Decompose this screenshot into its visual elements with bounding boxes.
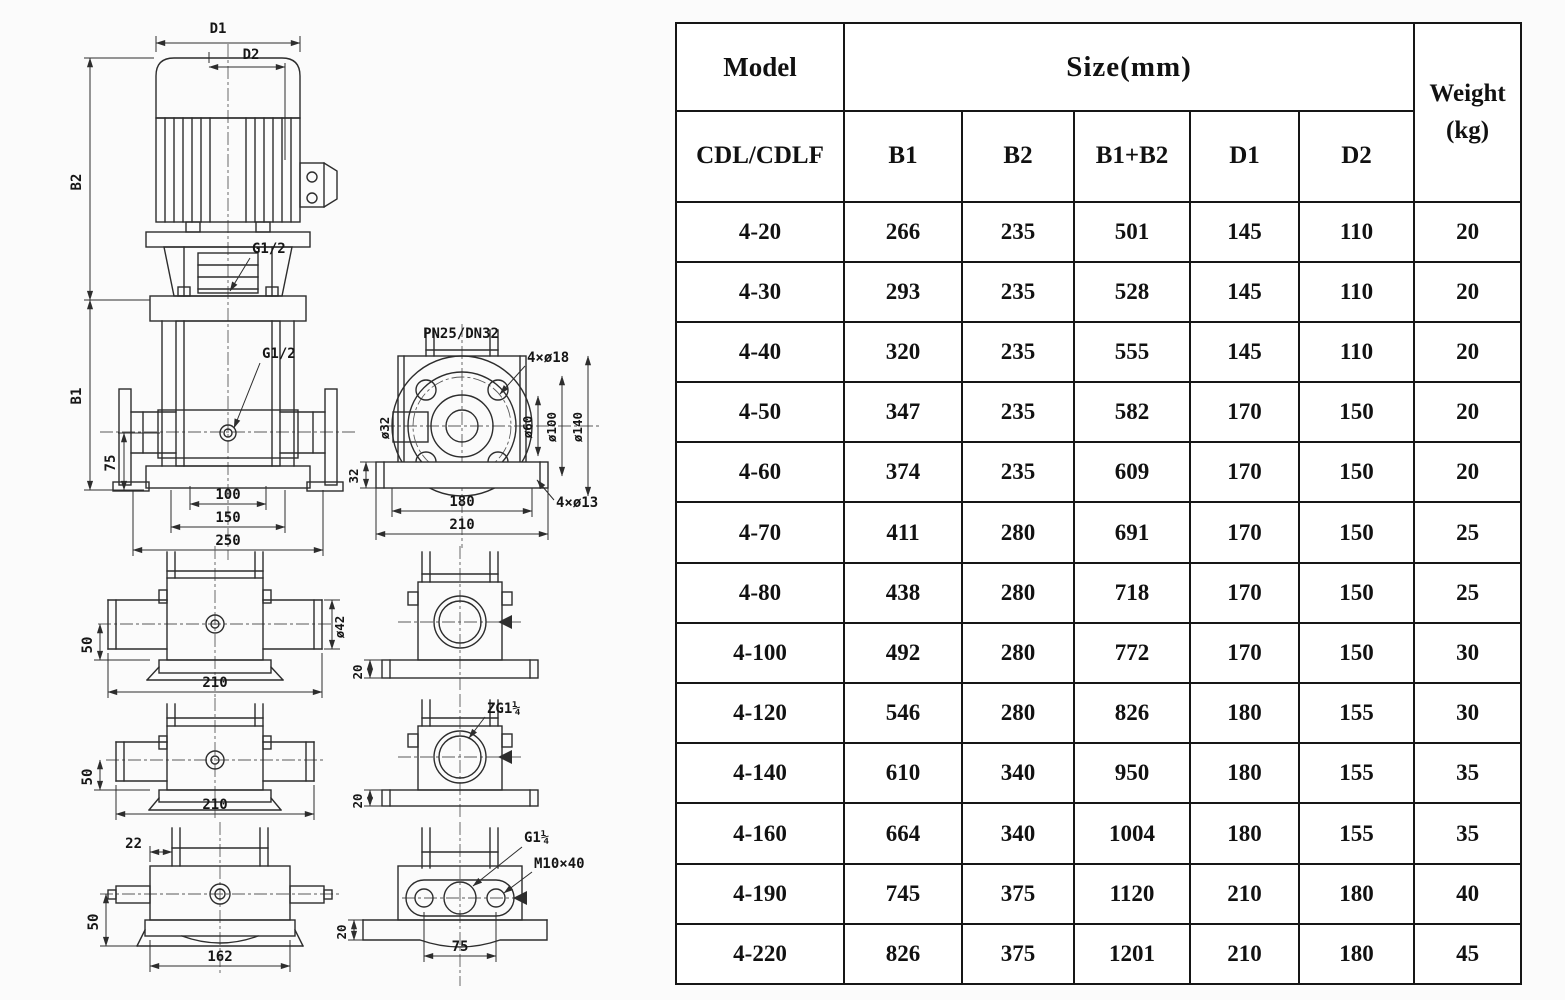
header-weight-unit: (kg): [1446, 117, 1490, 145]
cell-b2: 280: [962, 502, 1074, 562]
cell-b1b2: 1201: [1074, 924, 1190, 984]
cell-d2: 110: [1299, 262, 1414, 322]
dim-label-b1: B1: [69, 387, 85, 405]
bolt-holes-label-top: 4×ø18: [527, 350, 570, 366]
dim-label-210: 210: [202, 797, 228, 813]
thread-label-zg114: ZG1¼: [487, 701, 521, 717]
table-header-row-2: [676, 111, 1521, 201]
cell-b1: 745: [844, 864, 962, 924]
cell-b1: 374: [844, 442, 962, 502]
cell-d1: 180: [1190, 803, 1299, 863]
dia-label-140: ø140: [570, 411, 585, 443]
dim-label-b2: B2: [69, 173, 85, 191]
cell-d2: 150: [1299, 382, 1414, 442]
cell-weight: 20: [1414, 322, 1521, 382]
cell-d1: 180: [1190, 683, 1299, 743]
cell-weight: 30: [1414, 623, 1521, 683]
pump-front-view: [69, 21, 356, 560]
cell-weight: 40: [1414, 864, 1521, 924]
dim-label-250: 250: [215, 533, 241, 549]
cell-d2: 110: [1299, 322, 1414, 382]
cell-b2: 235: [962, 322, 1074, 382]
cell-d1: 170: [1190, 382, 1299, 442]
header-weight-label: Weight: [1429, 79, 1506, 107]
header-b1: B1: [844, 111, 962, 201]
cell-model: 4-100: [676, 623, 844, 683]
cell-b1b2: 609: [1074, 442, 1190, 502]
header-b1b2: B1+B2: [1074, 111, 1190, 201]
section-view-2: [80, 698, 324, 820]
cell-weight: 25: [1414, 563, 1521, 623]
cell-weight: 20: [1414, 382, 1521, 442]
cell-b1: 664: [844, 803, 962, 863]
section-view-1: [80, 546, 347, 700]
dim-label-20: 20: [334, 924, 349, 940]
cell-b2: 280: [962, 563, 1074, 623]
cell-b1: 610: [844, 743, 962, 803]
table-header-row-1: [676, 23, 1521, 111]
table-row: [676, 864, 1521, 924]
table-row: [676, 924, 1521, 984]
cell-d2: 180: [1299, 924, 1414, 984]
cell-b2: 280: [962, 623, 1074, 683]
dim-label-150: 150: [215, 510, 241, 526]
thread-label-g12-body: G1/2: [262, 346, 296, 362]
bolt-holes-label-bottom: 4×ø13: [556, 495, 599, 511]
cell-b1: 826: [844, 924, 962, 984]
header-d1: D1: [1190, 111, 1299, 201]
cell-model: 4-70: [676, 502, 844, 562]
dim-label-d1: D1: [209, 21, 227, 37]
dim-label-180: 180: [449, 494, 475, 510]
cell-b2: 235: [962, 202, 1074, 262]
dim-label-22: 22: [125, 836, 142, 852]
pump-technical-drawing: [0, 0, 672, 1000]
cell-b1b2: 691: [1074, 502, 1190, 562]
cell-model: 4-20: [676, 202, 844, 262]
cell-b1b2: 718: [1074, 563, 1190, 623]
cell-d2: 150: [1299, 623, 1414, 683]
cell-d1: 145: [1190, 322, 1299, 382]
cell-weight: 35: [1414, 803, 1521, 863]
header-model-sub: CDL/CDLF: [676, 111, 844, 201]
dim-label-210: 210: [202, 675, 228, 691]
dim-label-32: 32: [346, 468, 361, 484]
cell-b2: 340: [962, 803, 1074, 863]
cell-d1: 170: [1190, 563, 1299, 623]
bolt-label-m10x40: M10×40: [534, 856, 585, 872]
header-weight: [1414, 23, 1521, 202]
cell-d1: 180: [1190, 743, 1299, 803]
cell-b1b2: 501: [1074, 202, 1190, 262]
cell-b1: 347: [844, 382, 962, 442]
cell-b1b2: 826: [1074, 683, 1190, 743]
cell-b2: 340: [962, 743, 1074, 803]
cell-d2: 150: [1299, 563, 1414, 623]
dia-label-100: ø100: [544, 411, 559, 443]
cell-weight: 20: [1414, 202, 1521, 262]
table-row: [676, 202, 1521, 262]
cell-d1: 145: [1190, 202, 1299, 262]
table-row: [676, 563, 1521, 623]
spec-table: [675, 22, 1522, 985]
bolt-hole: [488, 380, 508, 400]
section-view-3: [86, 822, 340, 975]
cell-d2: 180: [1299, 864, 1414, 924]
cell-weight: 20: [1414, 262, 1521, 322]
terminal-box: [300, 163, 337, 207]
cell-weight: 25: [1414, 502, 1521, 562]
cell-d1: 170: [1190, 442, 1299, 502]
header-model: Model: [676, 23, 844, 111]
cell-b1b2: 950: [1074, 743, 1190, 803]
cell-model: 4-120: [676, 683, 844, 743]
dim-label-20: 20: [350, 793, 365, 809]
cell-model: 4-50: [676, 382, 844, 442]
cell-d1: 145: [1190, 262, 1299, 322]
cell-b1b2: 555: [1074, 322, 1190, 382]
thread-label-g12-coupling: G1/2: [252, 241, 286, 257]
table-row: [676, 743, 1521, 803]
port-view-2: [350, 694, 538, 818]
table-row: [676, 262, 1521, 322]
cell-model: 4-80: [676, 563, 844, 623]
cell-model: 4-190: [676, 864, 844, 924]
cell-b1: 320: [844, 322, 962, 382]
table-row: [676, 442, 1521, 502]
cell-b1b2: 1004: [1074, 803, 1190, 863]
port-view-1: [350, 546, 538, 690]
cell-b1: 546: [844, 683, 962, 743]
cell-weight: 35: [1414, 743, 1521, 803]
dia-label-42: ø42: [332, 615, 347, 639]
cell-b2: 235: [962, 382, 1074, 442]
dim-label-20: 20: [350, 664, 365, 680]
dim-label-75: 75: [103, 454, 119, 472]
dim-label-50: 50: [86, 913, 102, 931]
cell-d2: 155: [1299, 743, 1414, 803]
cell-model: 4-30: [676, 262, 844, 322]
cell-d2: 150: [1299, 442, 1414, 502]
bolt-hole: [416, 380, 436, 400]
dim-label-75: 75: [451, 939, 469, 955]
thread-label-g114: G1¼: [524, 830, 550, 846]
table-row: [676, 623, 1521, 683]
cell-weight: 20: [1414, 442, 1521, 502]
header-size: Size(mm): [844, 23, 1414, 111]
cell-d1: 170: [1190, 502, 1299, 562]
cell-b2: 375: [962, 864, 1074, 924]
dim-label-100: 100: [215, 487, 241, 503]
suction-flange: [119, 389, 131, 485]
cell-model: 4-60: [676, 442, 844, 502]
dim-label-d2: D2: [242, 47, 260, 63]
dim-label-50: 50: [80, 636, 96, 654]
cell-model: 4-160: [676, 803, 844, 863]
cell-d2: 155: [1299, 803, 1414, 863]
dim-label-162: 162: [207, 949, 233, 965]
dia-label-60: ø60: [520, 415, 535, 439]
cell-d2: 150: [1299, 502, 1414, 562]
cell-model: 4-220: [676, 924, 844, 984]
table-row: [676, 382, 1521, 442]
cell-b2: 235: [962, 442, 1074, 502]
cell-d2: 155: [1299, 683, 1414, 743]
flange-top-view: [346, 324, 600, 548]
oval-flange-view: [334, 822, 585, 986]
cell-weight: 30: [1414, 683, 1521, 743]
cell-b1: 492: [844, 623, 962, 683]
cell-d1: 210: [1190, 924, 1299, 984]
header-d2: D2: [1299, 111, 1414, 201]
cell-b2: 235: [962, 262, 1074, 322]
cell-d1: 210: [1190, 864, 1299, 924]
cell-b1: 293: [844, 262, 962, 322]
cell-weight: 45: [1414, 924, 1521, 984]
dia-label-32: ø32: [377, 416, 392, 440]
cell-b1: 438: [844, 563, 962, 623]
cell-b1: 266: [844, 202, 962, 262]
table-row: [676, 502, 1521, 562]
table-row: [676, 683, 1521, 743]
cell-b1b2: 582: [1074, 382, 1190, 442]
header-b2: B2: [962, 111, 1074, 201]
cell-model: 4-140: [676, 743, 844, 803]
dim-label-50: 50: [80, 768, 96, 786]
dim-label-210: 210: [449, 517, 475, 533]
cell-b2: 375: [962, 924, 1074, 984]
cell-d1: 170: [1190, 623, 1299, 683]
cell-b1b2: 772: [1074, 623, 1190, 683]
cell-b2: 280: [962, 683, 1074, 743]
cell-b1b2: 528: [1074, 262, 1190, 322]
cell-d2: 110: [1299, 202, 1414, 262]
discharge-flange: [325, 389, 337, 485]
cell-model: 4-40: [676, 322, 844, 382]
flange-spec-label: PN25/DN32: [423, 326, 499, 342]
cell-b1: 411: [844, 502, 962, 562]
cell-b1b2: 1120: [1074, 864, 1190, 924]
table-row: [676, 322, 1521, 382]
table-row: [676, 803, 1521, 863]
